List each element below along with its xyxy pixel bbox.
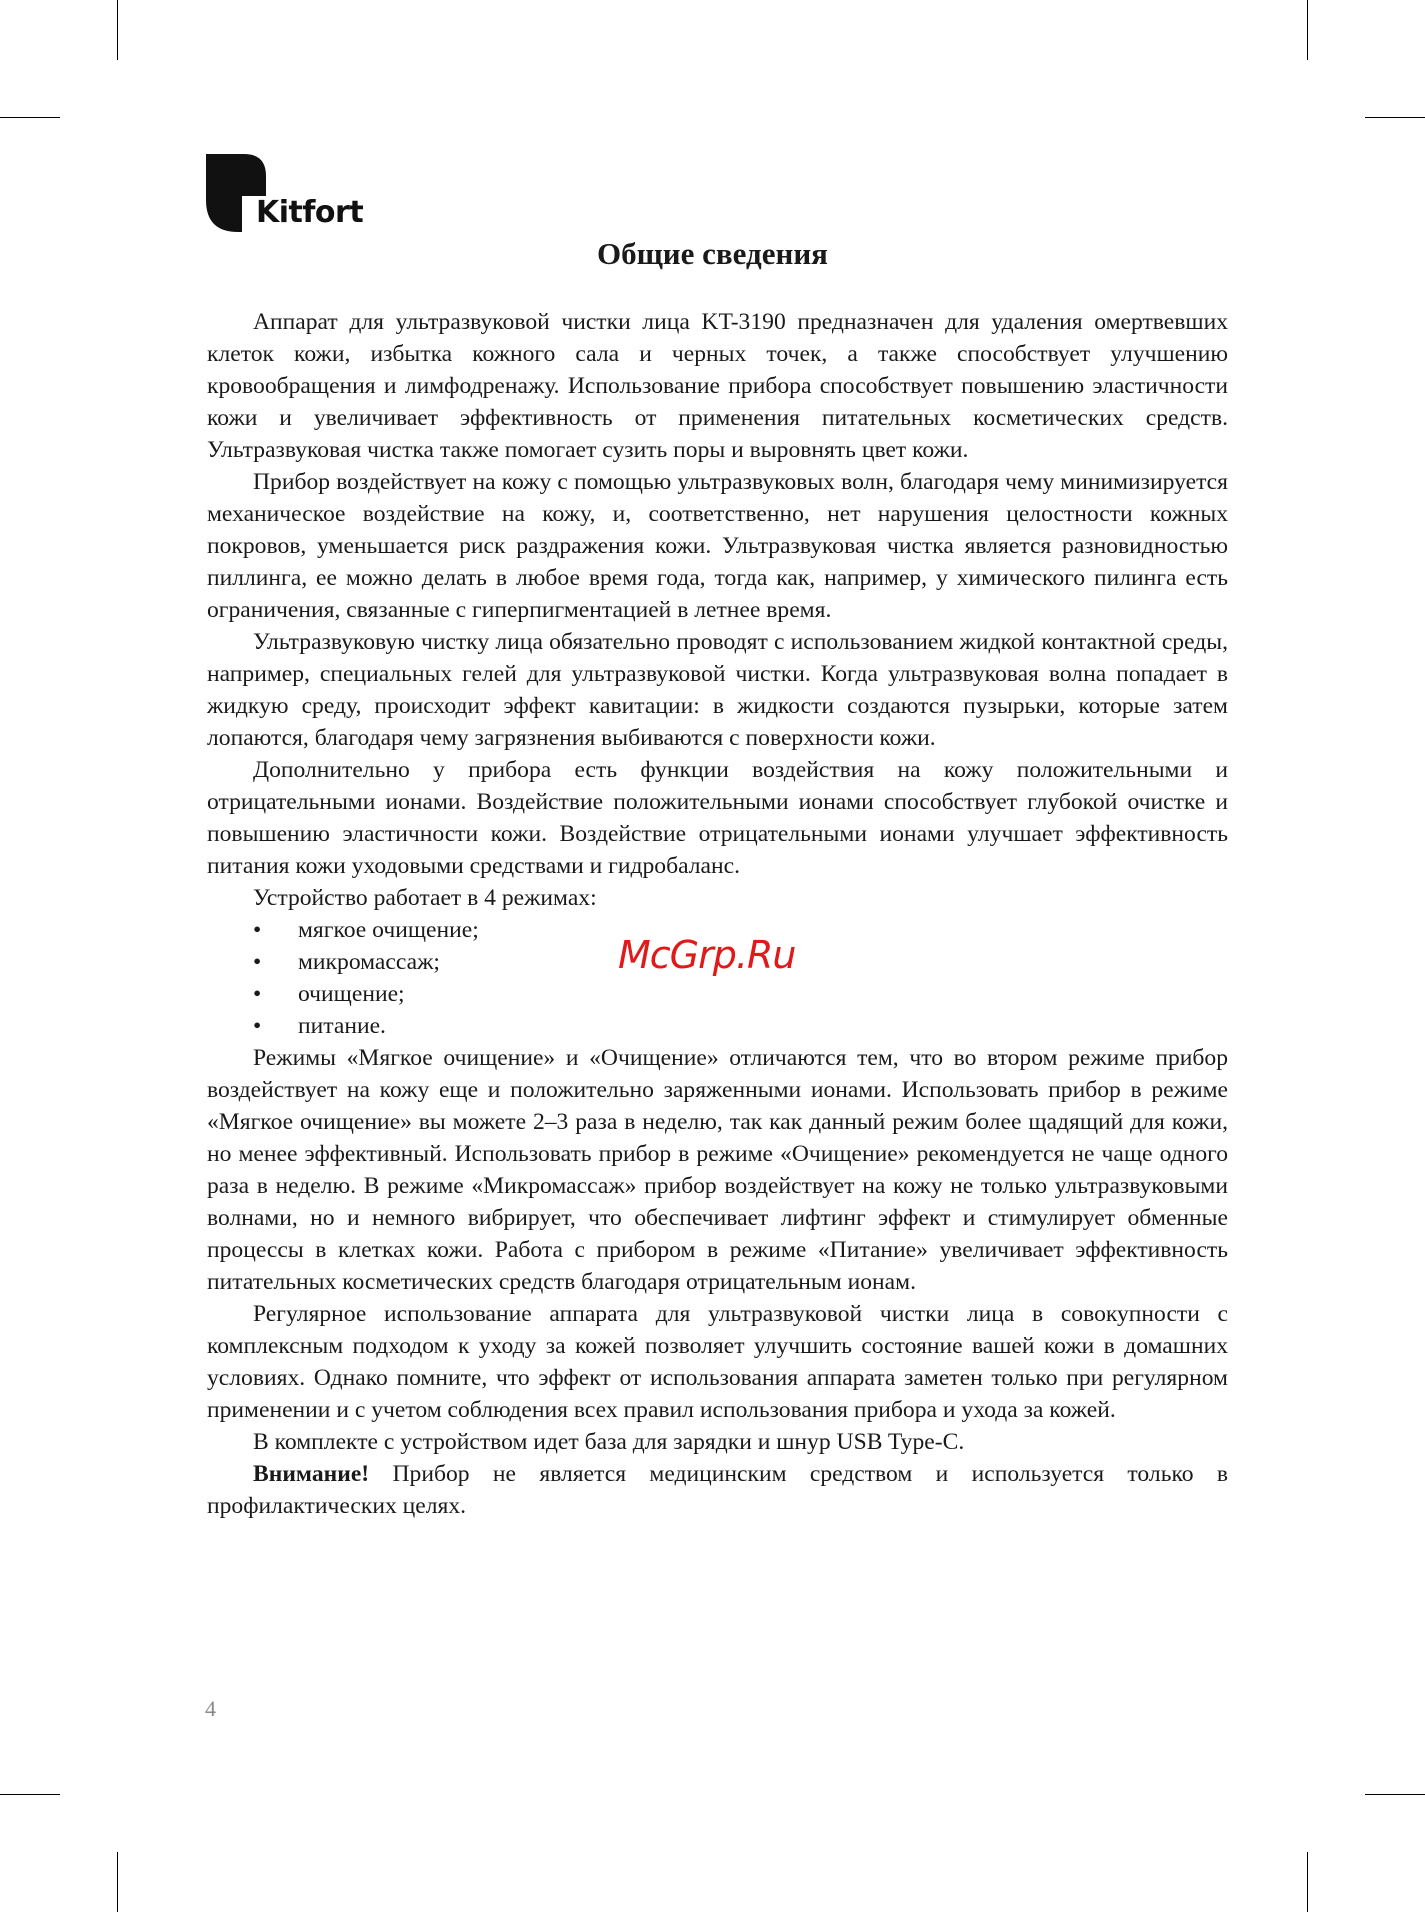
warning-label: Внимание! xyxy=(253,1461,370,1487)
bullet: • xyxy=(253,917,262,943)
mode-label: мягкое очищение; xyxy=(298,917,479,943)
paragraph: Регулярное использование аппарата для ультразвуковой чистки лица в совокупности с комплексным подходом к уходу за кожей позволяет улучшить состояние вашей кожи в домашних условиях. Однако помните, что эффект от использования аппарата заметен только при регулярном применении и с учетом соблюдения всех правил использования прибора и ухода за кожей. xyxy=(207,1301,1228,1423)
crop-mark xyxy=(1365,117,1425,118)
paragraph: Дополнительно у прибора есть функции воздействия на кожу положительными и отрицательными ионами. Воздействие положительными ионами способствует глубокой очистке и повышению эластичности кожи. Воздействие отрицательными ионами улучшает эффективность питания кожи уходовыми средствами и гидробаланс. xyxy=(207,757,1228,879)
crop-mark xyxy=(117,0,118,60)
crop-mark xyxy=(0,1794,60,1795)
mode-label: очищение; xyxy=(298,981,405,1007)
bullet: • xyxy=(253,949,262,975)
warning-paragraph xyxy=(207,1458,1228,1522)
paragraph: Устройство работает в 4 режимах: xyxy=(253,885,597,911)
list-item xyxy=(207,978,1228,1010)
brand-name: Kitfort xyxy=(256,195,364,230)
page-title: Общие сведения xyxy=(597,236,828,271)
main-text xyxy=(207,306,1228,1522)
paragraph: В комплекте с устройством идет база для зарядки и шнур USB Type-C. xyxy=(253,1429,965,1455)
watermark: McGrp.Ru xyxy=(618,933,796,977)
crop-mark xyxy=(0,117,60,118)
paragraph: Аппарат для ультразвуковой чистки лица KT-3190 предназначен для удаления омертвевших клеток кожи, избытка кожного сала и черных точек, а также способствует улучшению кровообращения и лимфодренажу. Использование прибора способствует повышению эластичности кожи и увеличивает эффективность от применения питательных косметических средств. Ультразвуковая чистка также помогает сузить поры и выровнять цвет кожи. xyxy=(207,309,1228,463)
page-number: 4 xyxy=(205,1696,216,1721)
crop-mark xyxy=(1307,1852,1308,1912)
crop-mark xyxy=(117,1852,118,1912)
bullet: • xyxy=(253,981,262,1007)
warning-text: Прибор не является медицинским средством и используется только в профилактических целях. xyxy=(207,1461,1228,1519)
paragraph: Прибор воздействует на кожу с помощью ультразвуковых волн, благодаря чему минимизируется механическое воздействие на кожу, и, соответственно, нет нарушения целостности кожных покровов, уменьшается риск раздражения кожи. Ультразвуковая чистка является разновидностью пиллинга, ее можно делать в любое время года, тогда как, например, у химического пилинга есть ограничения, связанные с гиперпигментацией в летнее время. xyxy=(207,469,1228,623)
mode-label: микромассаж; xyxy=(298,949,440,975)
kitfort-logo xyxy=(206,154,366,234)
mode-label: питание. xyxy=(298,1013,386,1039)
crop-mark xyxy=(1365,1794,1425,1795)
bullet: • xyxy=(253,1013,262,1039)
paragraph: Режимы «Мягкое очищение» и «Очищение» отличаются тем, что во втором режиме прибор воздействует на кожу еще и положительно заряженными ионами. Использовать прибор в режиме «Мягкое очищение» вы можете 2–3 раза в неделю, так как данный режим более щадящий для кожи, но менее эффективный. Использовать прибор в режиме «Очищение» рекомендуется не чаще одного раза в неделю. В режиме «Микромассаж» прибор воздействует на кожу не только ультразвуковыми волнами, но и немного вибрирует, что обеспечивает лифтинг эффект и стимулирует обменные процессы в клетках кожи. Работа с прибором в режиме «Питание» увеличивает эффективность питательных косметических средств благодаря отрицательным ионам. xyxy=(207,1045,1228,1295)
paragraph: Ультразвуковую чистку лица обязательно проводят с использованием жидкой контактной среды, например, специальных гелей для ультразвуковой чистки. Когда ультразвуковая волна попадает в жидкую среду, происходит эффект кавитации: в жидкости создаются пузырьки, которые затем лопаются, благодаря чему загрязнения выбиваются с поверхности кожи. xyxy=(207,629,1228,751)
list-item xyxy=(207,1010,1228,1042)
crop-mark xyxy=(1307,0,1308,60)
